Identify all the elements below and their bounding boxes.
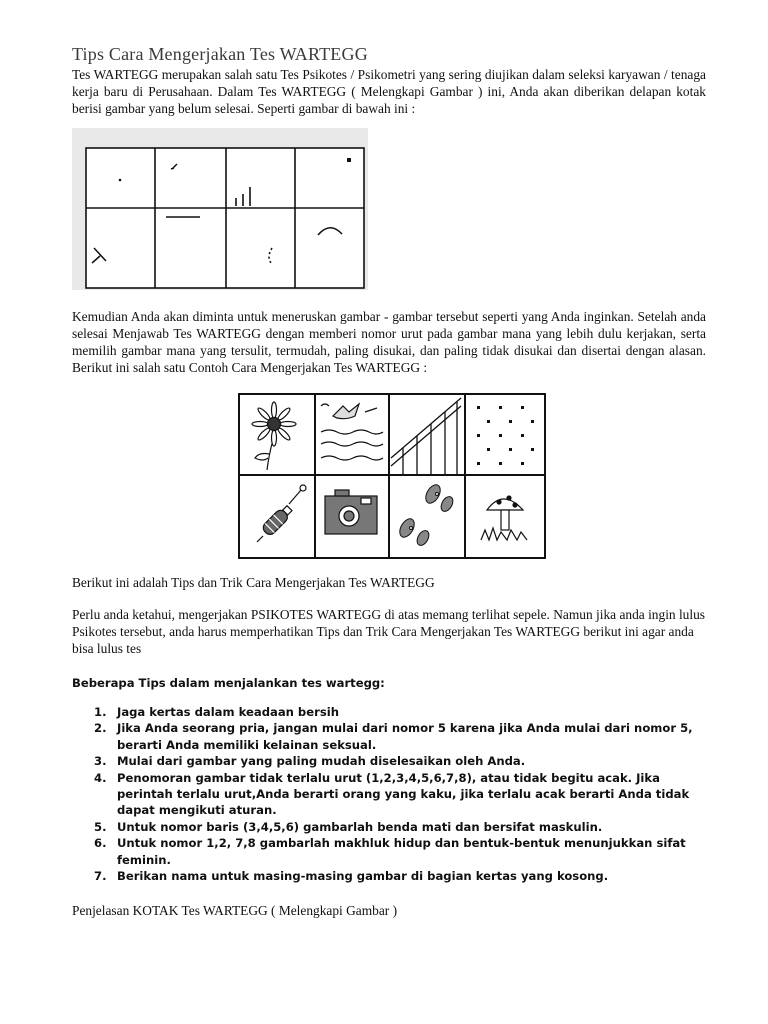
closing-paragraph: Penjelasan KOTAK Tes WARTEGG ( Melengkapi Gambar ) — [72, 903, 398, 918]
list-item: 2. Jika Anda seorang pria, jangan mulai dari nomor 5 karena jika Anda mulai dari nomor 5, berarti Anda memiliki kelainan seksual. — [94, 721, 693, 752]
wartegg-blank-grid — [72, 128, 368, 290]
note-paragraph: Perlu anda ketahui, mengerjakan PSIKOTES WARTEGG di atas memang terlihat sepele. Namun jika anda ingin lulus Psikotes tersebut, anda harus memperhatikan Tips dan Trik Cara Mengerjakan Tes WARTEGG berikut ini agar anda bisa lulus tes — [72, 607, 705, 656]
tips-list — [72, 704, 712, 884]
list-item: 4. Penomoran gambar tidak terlalu urut (1,2,3,4,5,6,7,8), atau tidak begitu acak. Jika perintah terlalu urut,Anda berarti orang yang kaku, jika terlalu acak berarti Anda tidak dapat mengikuti aturan. — [94, 770, 690, 818]
camera-icon — [325, 490, 377, 534]
list-item: 3. Mulai dari gambar yang paling mudah diselesaikan oleh Anda. — [94, 754, 526, 769]
intro-paragraph: Tes WARTEGG merupakan salah satu Tes Psikotes / Psikometri yang sering diujikan dalam seleksi karyawan / tenaga kerja baru di Perusahaan. Dalam Tes WARTEGG ( Melengkapi Gambar ) ini, Anda akan diberikan delapan kotak berisi gambar yang belum selesai. Seperti gambar di bawah ini : — [72, 67, 706, 116]
instructions-paragraph: Kemudian Anda akan diminta untuk meneruskan gambar - gambar tersebut seperti yang Anda inginkan. Setelah anda selesai Menjawab Tes WARTEGG dengan memberi nomor urut pada gambar mana yang lebih dulu kerjakan, serta memilih gambar mana yang tersulit, termudah, paling disukai, dan paling tidak disukai dan disertai dengan alasan. Berikut ini salah satu Contoh Cara Mengerjakan Tes WARTEGG : — [72, 309, 706, 375]
list-item: 6. Untuk nomor 1,2, 7,8 gambarlah makhluk hidup dan bentuk-bentuk menunjukkan sifat feminin. — [94, 836, 686, 867]
wartegg-blank-figure — [72, 128, 368, 290]
list-item: 5. Untuk nomor baris (3,4,5,6) gambarlah benda mati dan bersifat maskulin. — [94, 819, 603, 834]
page-title: Tips Cara Mengerjakan Tes WARTEGG — [72, 44, 368, 64]
tips-heading: Beberapa Tips dalam menjalankan tes wartegg: — [72, 676, 385, 690]
box4-square — [347, 158, 351, 162]
box1-dot — [119, 179, 122, 182]
list-item: 7. Berikan nama untuk masing-masing gambar di bagian kertas yang kosong. — [94, 869, 609, 884]
wartegg-example-figure — [237, 392, 547, 560]
tips-intro-paragraph: Berikut ini adalah Tips dan Trik Cara Mengerjakan Tes WARTEGG — [72, 575, 435, 590]
list-item: 1. Jaga kertas dalam keadaan bersih — [94, 705, 339, 719]
